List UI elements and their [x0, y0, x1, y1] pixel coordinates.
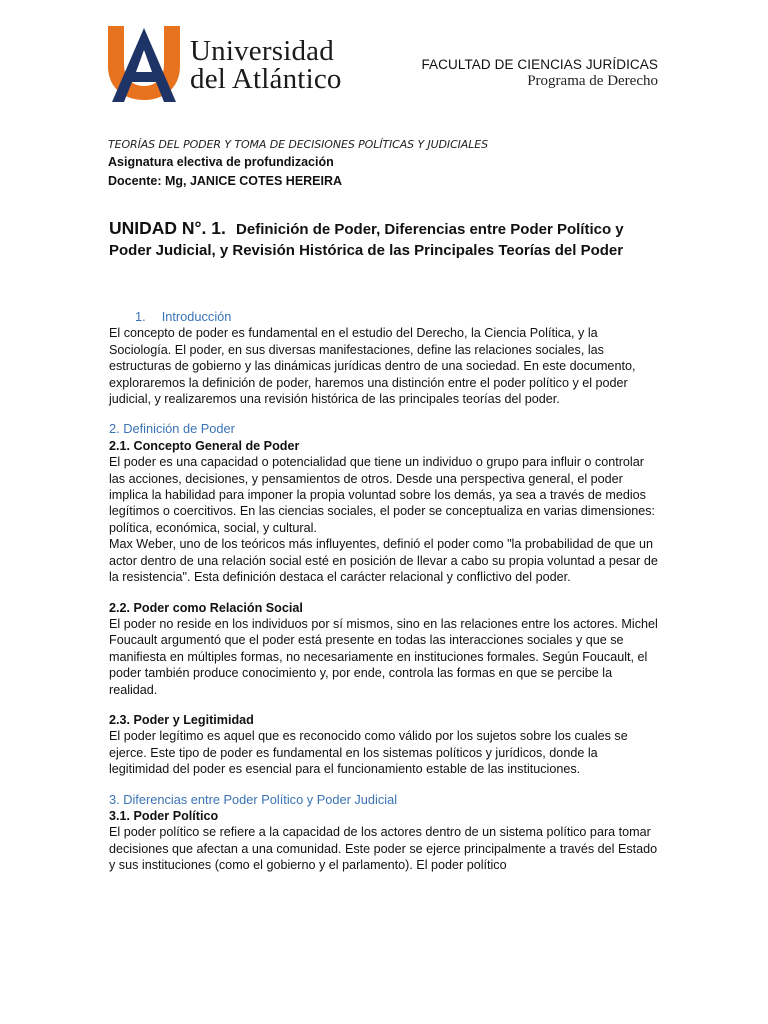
subsection-heading: 2.1. Concepto General de Poder — [109, 438, 300, 453]
unit-label: UNIDAD N°. 1. — [109, 218, 226, 238]
course-title: TEORÍAS DEL PODER Y TOMA DE DECISIONES POLÍTICAS Y JUDICIALES — [108, 138, 488, 151]
paragraph: El poder político se refiere a la capacidad de los actores dentro de un sistema político para tomar decisiones que afectan a una comunidad. Este poder se ejerce principalmente a través del Estado y sus instituciones (como el gobierno y el parlamento). El poder político — [109, 825, 658, 873]
paragraph: El poder legítimo es aquel que es reconocido como válido por los sujetos sobre los cuales se ejerce. Este tipo de poder es fundamental en los sistemas políticos y jurídicos, donde la legitimidad del poder es esencial para el funcionamiento estable de las instituciones. — [109, 729, 628, 777]
section-heading-2: 2. Definición de Poder — [109, 421, 235, 437]
course-teacher: Docente: Mg, JANICE COTES HEREIRA — [108, 174, 343, 188]
subsection-heading: 2.3. Poder y Legitimidad — [109, 712, 254, 727]
university-name-line2: del Atlántico — [190, 63, 342, 95]
faculty-block — [421, 57, 658, 90]
paragraph: Max Weber, uno de los teóricos más influyentes, definió el poder como "la probabilidad de que un actor dentro de una relación social esté en posición de llevar a cabo su propia voluntad a pesar de la resistencia". Esta definición destaca el carácter relacional y conflictivo del poder. — [109, 537, 658, 585]
course-info — [108, 138, 488, 189]
section-title: Introducción — [161, 309, 232, 324]
ua-monogram-icon — [104, 24, 184, 104]
paragraph: El poder es una capacidad o potencialidad que tiene un individuo o grupo para influir o controlar las acciones, decisiones, y pensamientos de otros. Desde una perspectiva general, el poder implica la habilidad para imponer la propia voluntad sobre los demás, ya sea a través de medios legítimos o coercitivos. En las ciencias sociales, el poder se conceptualiza en varias dimensiones: política, económica, social, y cultural. — [109, 455, 656, 535]
faculty-name: FACULTAD DE CIENCIAS JURÍDICAS — [421, 57, 658, 72]
university-logo — [104, 24, 374, 104]
program-name: Programa de Derecho — [527, 73, 658, 89]
course-subject: Asignatura electiva de profundización — [108, 155, 334, 169]
unit-title: Definición de Poder, Diferencias entre Poder Político y Poder Judicial, y Revisión Histórica de las Principales Teorías del Poder — [109, 221, 624, 259]
section-heading-3: 3. Diferencias entre Poder Político y Poder Judicial — [109, 791, 398, 807]
document-body — [109, 309, 659, 874]
paragraph: El concepto de poder es fundamental en el estudio del Derecho, la Ciencia Política, y la Sociología. El poder, en sus diversas manifestaciones, define las relaciones sociales, las estructuras de gobierno y las dinámicas jurídicas dentro de una sociedad. En este documento, exploraremos la definición de poder, haremos una distinción entre el poder político y el poder judicial, y realizaremos una revisión histórica de las principales teorías del poder. — [109, 326, 636, 407]
subsection-heading: 2.2. Poder como Relación Social — [109, 600, 303, 615]
university-name — [190, 35, 342, 95]
section-heading-1 — [109, 309, 659, 325]
paragraph: El poder no reside en los individuos por sí mismos, sino en las relaciones entre los actores. Michel Foucault argumentó que el poder está presente en todas las interacciones sociales y que se manifiesta en múltiples formas, no necesariamente en instituciones formales. Según Foucault, el poder también produce conocimiento y, por ende, controla las formas en que se percibe la realidad. — [109, 616, 658, 697]
section-number: 1. — [135, 309, 146, 324]
unit-heading — [109, 218, 659, 261]
university-name-line1: Universidad — [190, 35, 334, 67]
subsection-heading: 3.1. Poder Político — [109, 808, 219, 823]
